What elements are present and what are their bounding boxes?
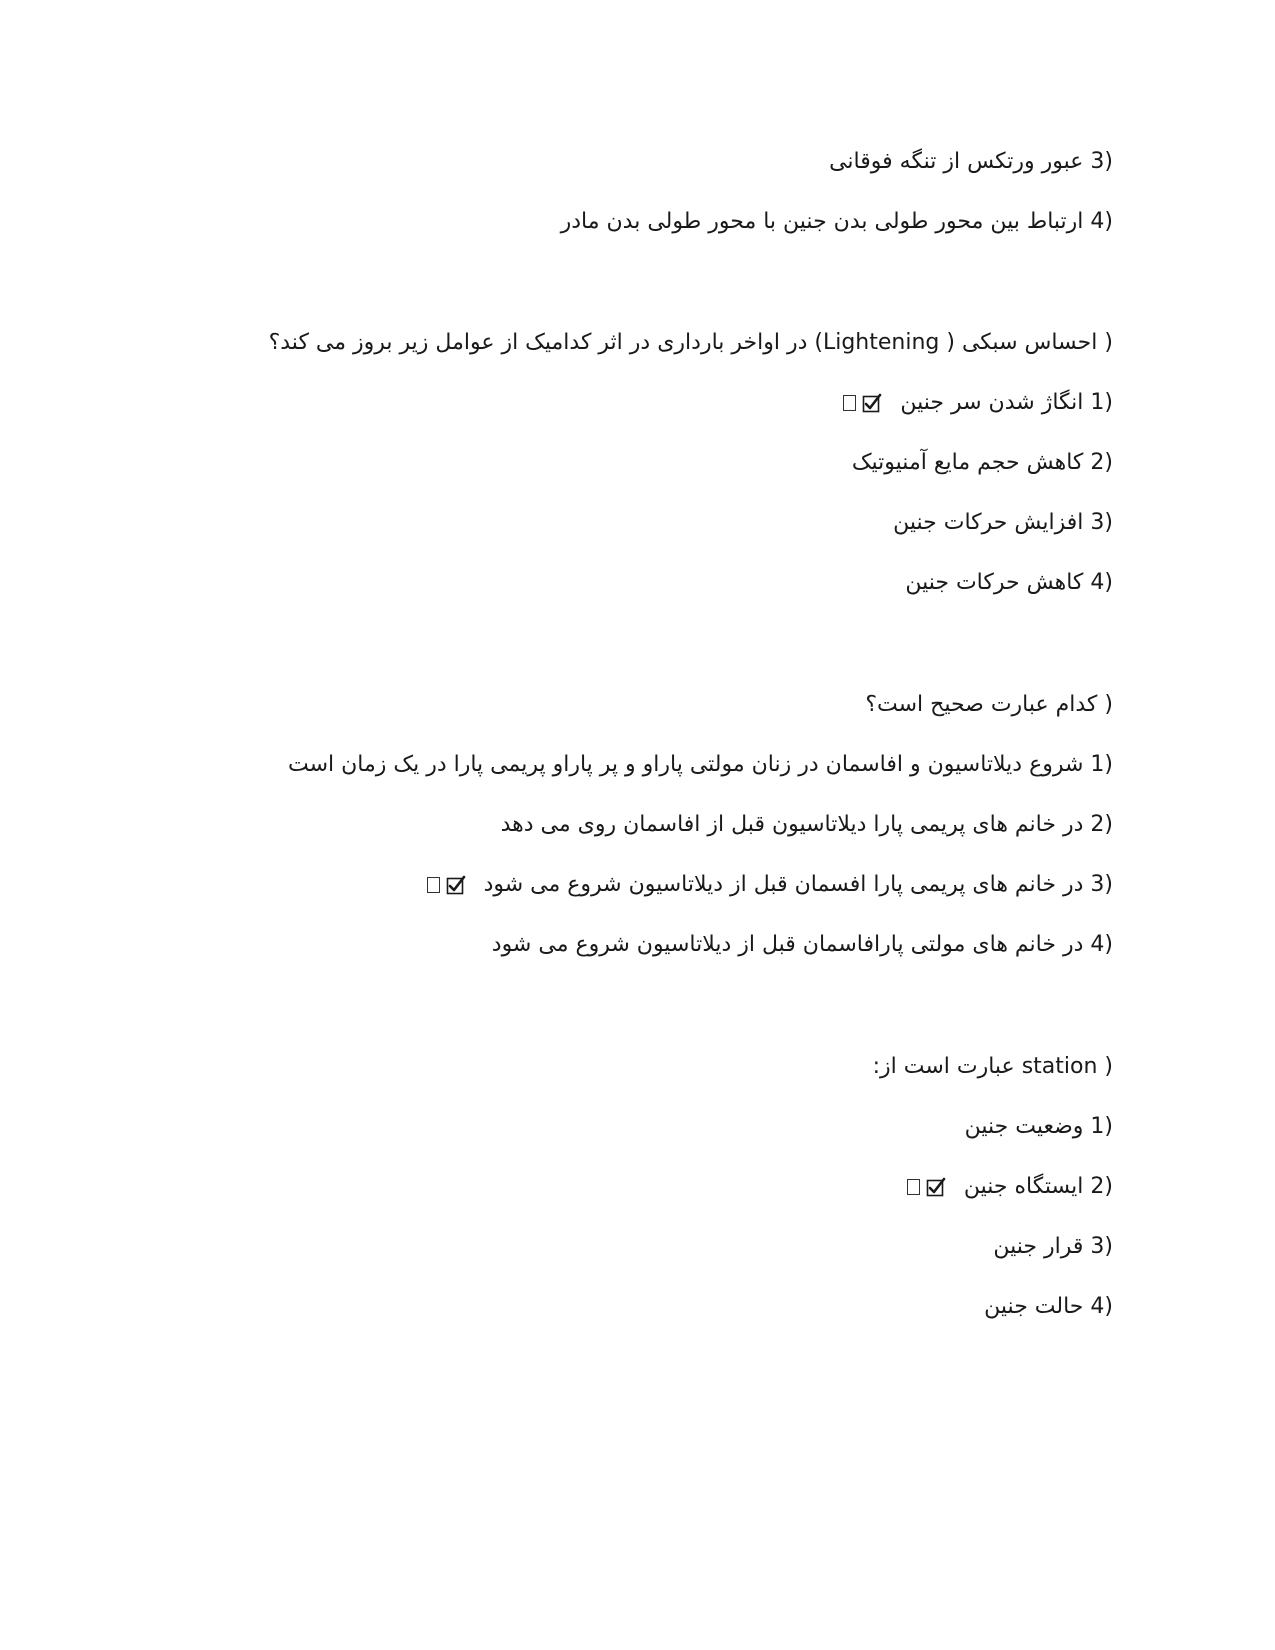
answer-marks <box>424 868 469 902</box>
option-number: 3) <box>1090 149 1113 174</box>
option-text: حالت جنین <box>984 1294 1084 1319</box>
dilatation-option-4 <box>153 928 1113 962</box>
question-stem-pre: احساس سبکی <box>954 330 1098 355</box>
option-number: 4) <box>1090 209 1113 234</box>
option-number: 2) <box>1090 450 1113 475</box>
option-number: 1) <box>1090 752 1113 777</box>
option-text: کاهش حجم مایع آمنیوتیک <box>851 450 1084 475</box>
station-option-1 <box>153 1110 1113 1144</box>
option-text: در خانم های مولتی پارافاسمان قبل از دیلاتاسیون شروع می شود <box>491 932 1084 957</box>
option-text: افزایش حرکات جنین <box>893 510 1084 535</box>
station-question-stem <box>153 1050 1113 1084</box>
dilatation-option-1 <box>153 748 1113 782</box>
lightening-question-stem <box>153 326 1113 360</box>
option-number: 2) <box>1090 812 1113 837</box>
option-text: عبور ورتکس از تنگه فوقانی <box>829 149 1084 174</box>
option-text: قرار جنین <box>993 1234 1084 1259</box>
option-text: در خانم های پریمی پارا افسمان قبل از دیلاتاسیون شروع می شود <box>483 872 1084 897</box>
question-stem-term: (Lightening ) <box>814 330 955 355</box>
check-box-icon <box>446 875 466 895</box>
option-text: وضعیت جنین <box>964 1114 1084 1139</box>
option-number: 3) <box>1090 1234 1113 1259</box>
question-number: ) <box>1104 1054 1113 1079</box>
dilatation-option-3 <box>153 868 1113 902</box>
question-stem-post: در اواخر بارداری در اثر کدامیک از عوامل زیر بروز می کند؟ <box>268 330 815 355</box>
option-number: 4) <box>1090 1294 1113 1319</box>
lightening-option-3 <box>153 506 1113 540</box>
prev-question-option-4 <box>153 205 1113 239</box>
question-number: ) <box>1104 692 1113 717</box>
option-number: 4) <box>1090 570 1113 595</box>
option-text: ارتباط بین محور طولی بدن جنین با محور طولی بدن مادر <box>560 209 1084 234</box>
option-text: در خانم های پریمی پارا دیلاتاسیون قبل از افاسمان روی می دهد <box>500 812 1084 837</box>
option-text: شروع دیلاتاسیون و افاسمان در زنان مولتی پاراو و پر پاراو پریمی پارا در یک زمان است <box>287 752 1084 777</box>
check-box-icon <box>862 393 882 413</box>
station-option-3 <box>153 1230 1113 1264</box>
empty-box-icon <box>427 877 440 893</box>
station-option-4 <box>153 1290 1113 1324</box>
lightening-option-2 <box>153 446 1113 480</box>
lightening-option-4 <box>153 566 1113 600</box>
question-stem: کدام عبارت صحیح است؟ <box>865 692 1098 717</box>
option-number: 4) <box>1090 932 1113 957</box>
station-option-2 <box>153 1170 1113 1204</box>
question-stem-term: station <box>1021 1054 1098 1079</box>
option-number: 3) <box>1090 510 1113 535</box>
option-number: 1) <box>1090 390 1113 415</box>
option-number: 3) <box>1090 872 1113 897</box>
lightening-option-1 <box>153 386 1113 420</box>
empty-box-icon <box>843 395 856 411</box>
dilatation-option-2 <box>153 808 1113 842</box>
option-text: انگاژ شدن سر جنین <box>900 390 1084 415</box>
empty-box-icon <box>907 1179 920 1195</box>
dilatation-question-stem <box>153 688 1113 722</box>
answer-marks <box>904 1170 949 1204</box>
check-box-icon <box>926 1177 946 1197</box>
option-number: 1) <box>1090 1114 1113 1139</box>
answer-marks <box>840 386 885 420</box>
option-text: کاهش حرکات جنین <box>905 570 1084 595</box>
option-number: 2) <box>1090 1174 1113 1199</box>
prev-question-option-3 <box>153 145 1113 179</box>
question-stem-post: عبارت است از: <box>872 1054 1022 1079</box>
question-number: ) <box>1104 330 1113 355</box>
option-text: ایستگاه جنین <box>963 1174 1084 1199</box>
